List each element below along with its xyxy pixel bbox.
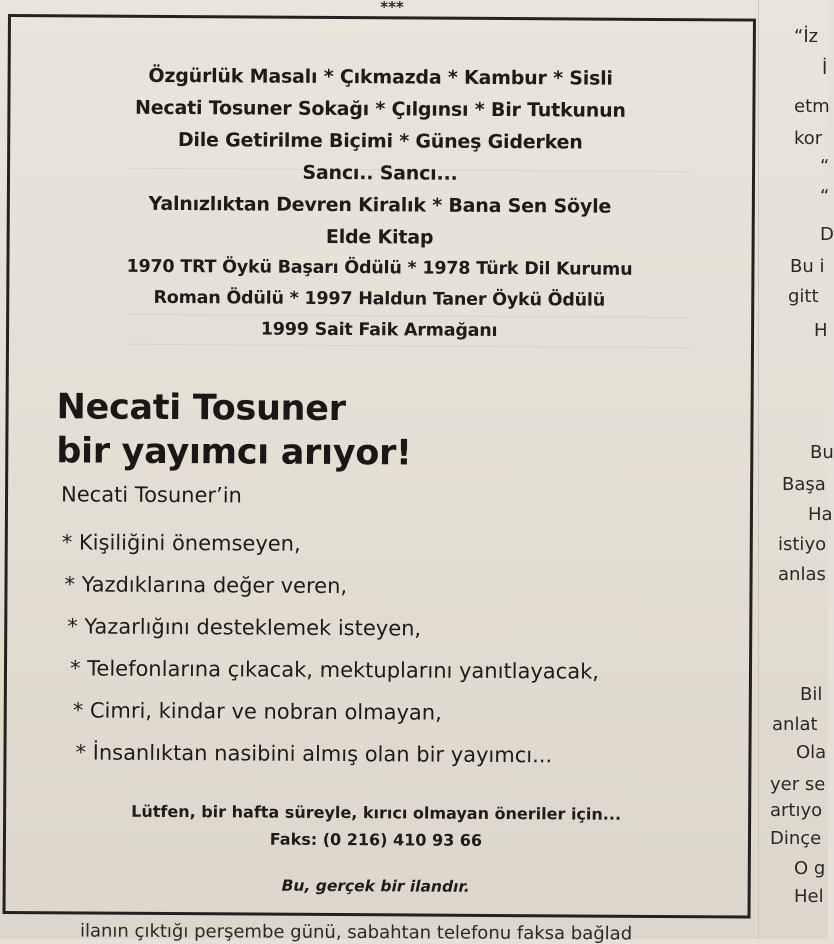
publisher-qualities-list [8,522,748,768]
contact-request [6,797,746,856]
award-line: Elde Kitap [325,225,434,249]
fax-number: Faks: (0 216) 410 93 66 [269,829,483,850]
column-divider [758,0,759,939]
works-and-awards-list [9,59,751,349]
quality-item: * Yazarlığını desteklemek isteyen, [67,614,422,641]
award-line: Necati Tosuner Sokağı * Çılgınsı * Bir Tutkunun [135,96,626,122]
article-fragment: Bu [810,442,834,463]
article-fragment: artıyo [770,800,823,821]
article-fragment: D [820,224,834,245]
article-fragment: gitt [788,286,819,307]
article-fragment: H [814,320,828,341]
award-line: 1999 Sait Faik Armağanı [260,319,498,341]
article-fragment: istiyo [778,534,827,555]
article-fragment: Başa [782,474,826,495]
headline-line-1: Necati Tosuner [56,387,346,430]
award-line: Yalnızlıktan Devren Kiralık * Bana Sen Söyle [148,192,612,218]
award-line: Dile Getirilme Biçimi * Güneş Giderken [177,129,583,154]
article-fragment: anlas [778,564,826,585]
article-fragment: Bil [800,684,823,705]
article-fragment: “ [820,156,830,177]
article-fragment: Bu i [790,256,825,277]
quality-item: * Yazdıklarına değer veren, [64,572,348,599]
article-fragment: “İz [794,26,819,47]
intro-text: Necati Tosuner’in [60,482,242,508]
article-fragment: yer se [770,774,826,795]
ad-headline [56,385,412,475]
request-text: Lütfen, bir hafta süreyle, kırıcı olmayan öneriler için... [131,801,622,824]
quality-item: * Cimri, kindar ve nobran olmayan, [72,698,442,725]
quality-item: * İnsanlıktan nasibini almış olan bir yayımcı... [75,740,553,768]
quality-item: * Telefonlarına çıkacak, mektuplarını yanıtlayacak, [69,656,600,684]
article-fragment: anlat [772,714,818,735]
adjacent-article-column [764,18,834,918]
article-fragment: “ [820,186,830,207]
award-line: Roman Ödülü * 1997 Haldun Taner Öykü Ödülü [153,287,606,311]
advertisement-box [3,14,756,919]
award-line: Özgürlük Masalı * Çıkmazda * Kambur * Sisli [148,64,613,90]
article-fragment: Dinçe [770,828,822,849]
article-fragment: Ha [808,504,833,525]
award-line: 1970 TRT Öykü Başarı Ödülü * 1978 Türk Dil Kurumu [126,256,633,280]
article-fragment: etm [794,96,830,117]
award-line: Sancı.. Sancı... [302,161,458,185]
article-fragment: Ola [796,742,827,763]
ad-footer-note: Bu, gerçek bir ilandır. [281,876,470,896]
article-fragment: O g [794,858,826,879]
article-fragment: kor [794,128,823,149]
article-fragment: Hel [794,886,824,907]
quality-item: * Kişiliğini önemseyen, [61,530,301,556]
article-fragment: İ [822,58,828,79]
headline-line-2: bir yayımcı arıyor! [56,431,412,474]
section-separator-asterisks: *** [380,0,404,16]
article-continuation-text: ilanın çıktığı perşembe günü, sabahtan telefonu faksa bağlad [79,920,633,944]
